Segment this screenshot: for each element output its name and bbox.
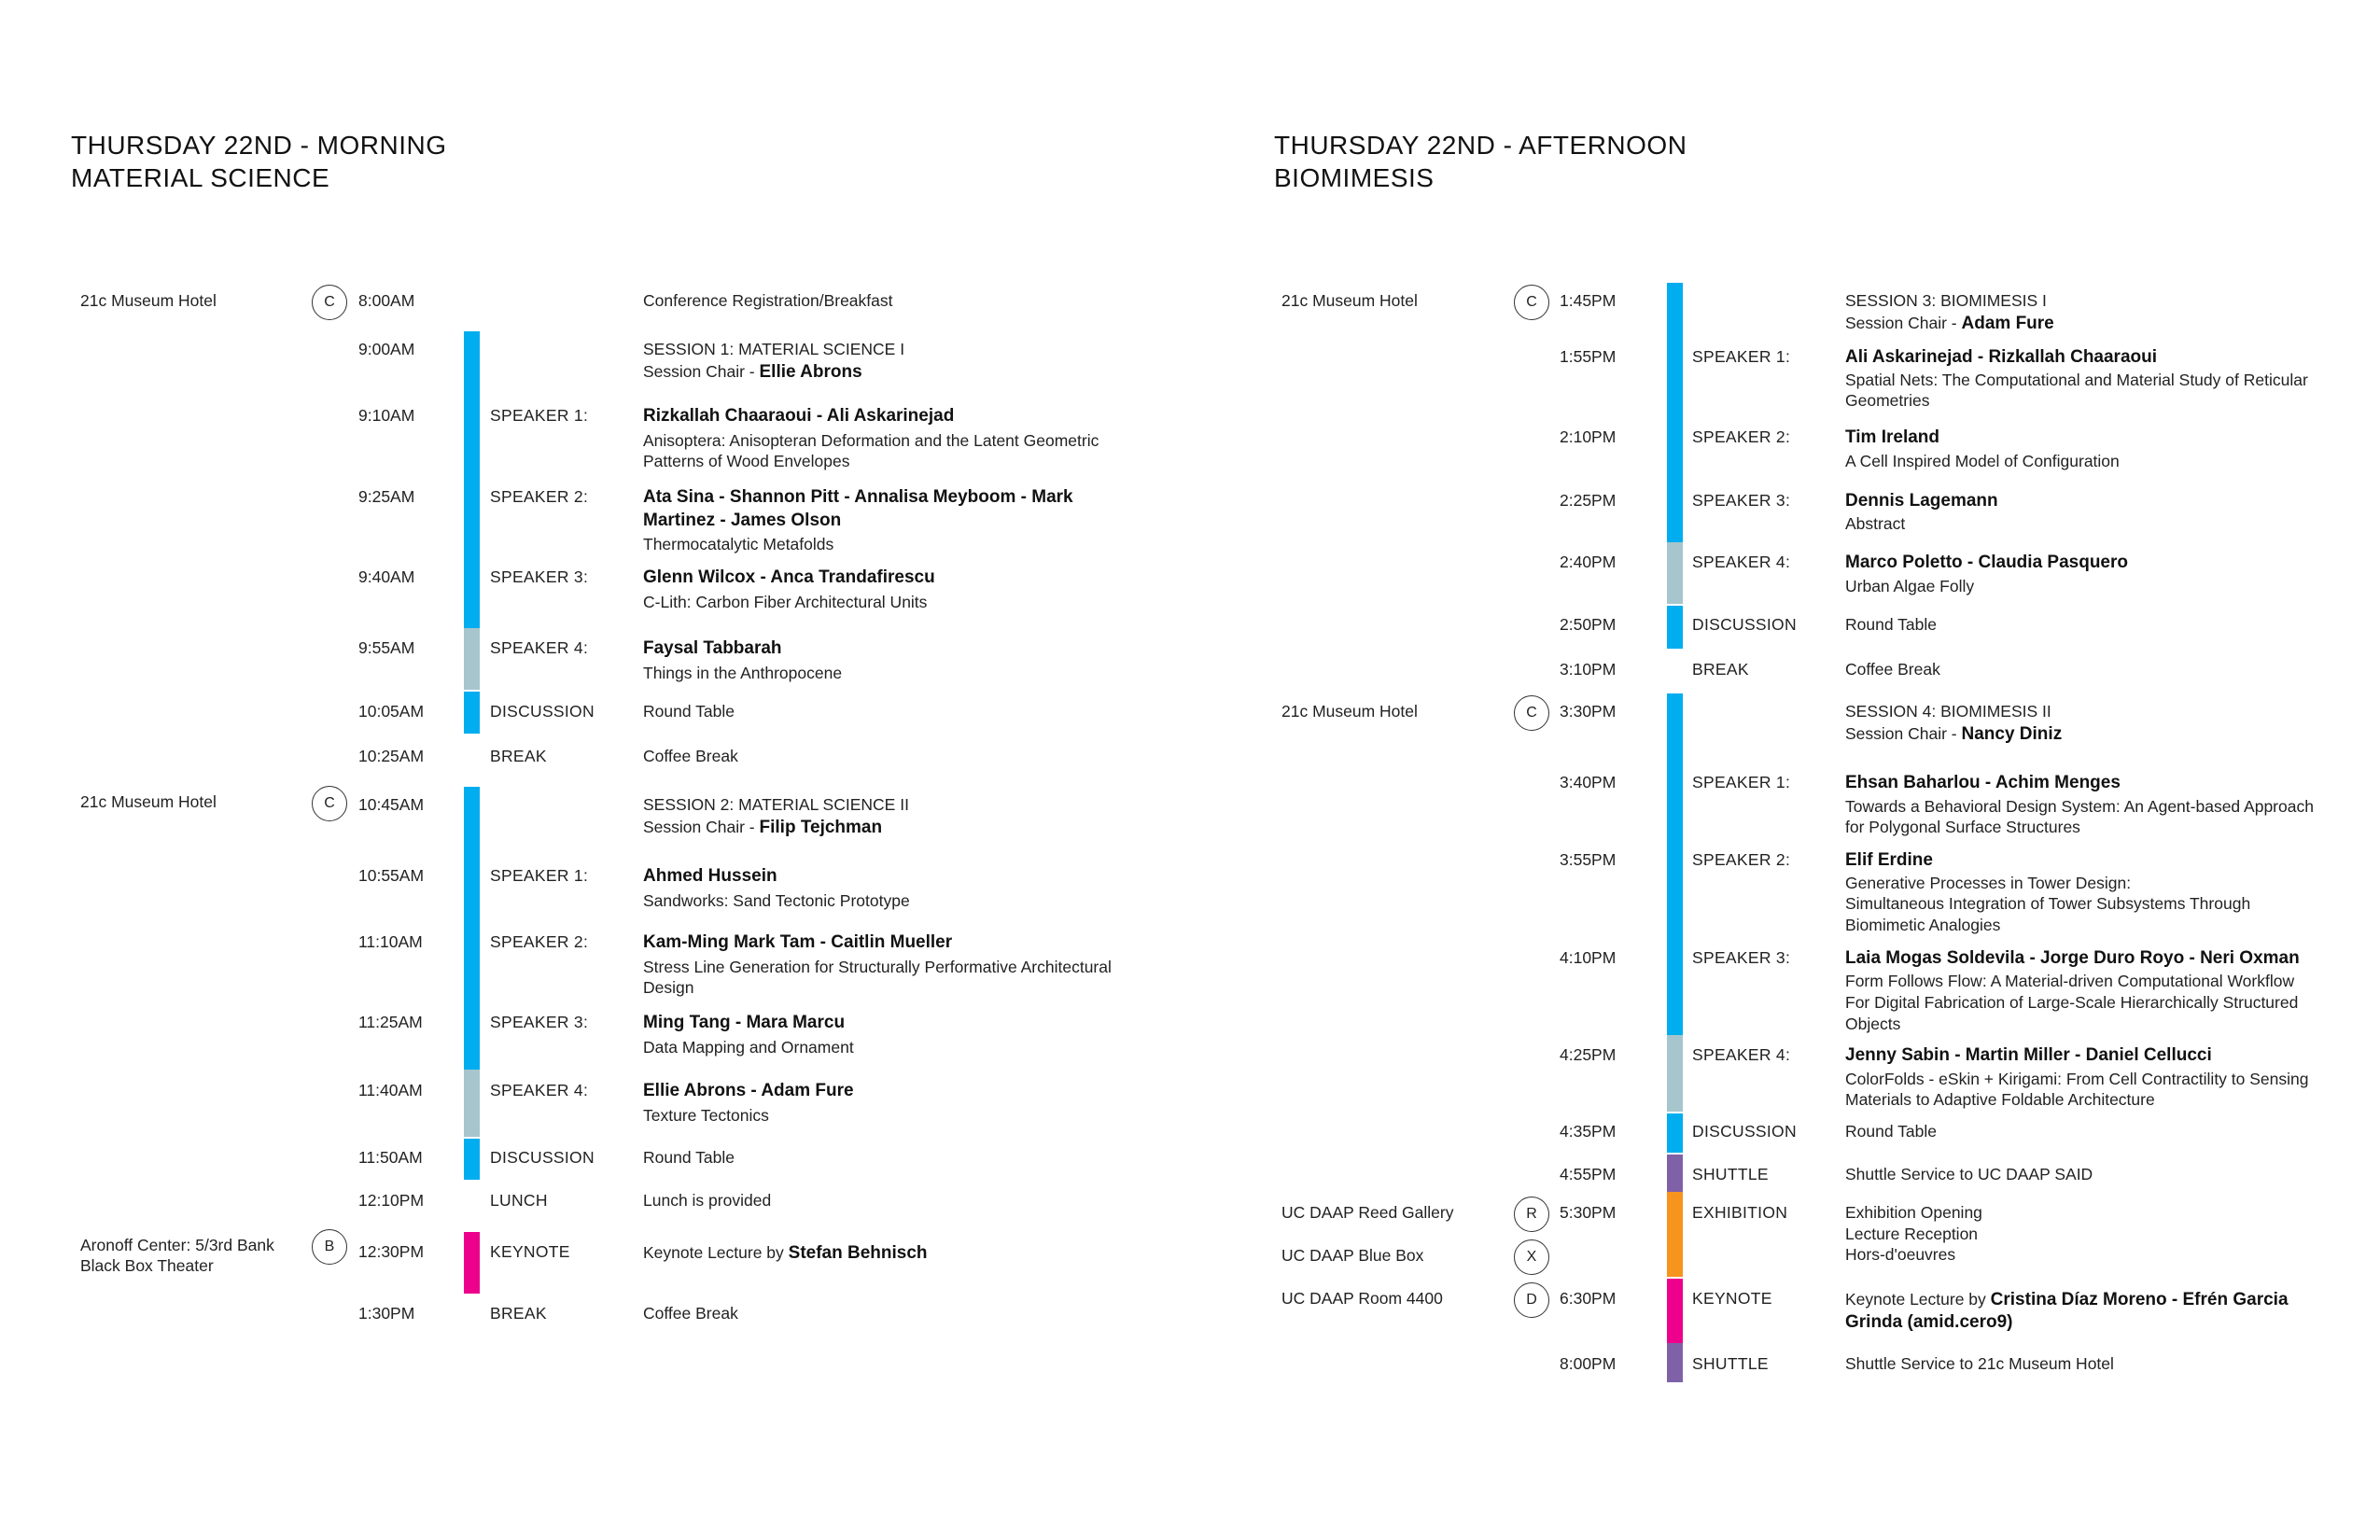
category-label: LUNCH (490, 1191, 548, 1210)
talk-title: Design (643, 978, 694, 997)
time-label: 9:25AM (358, 487, 415, 506)
session-chair-label: Session Chair - (1845, 724, 1962, 743)
venue-label: 21c Museum Hotel (80, 792, 217, 811)
keynote-bar (1667, 1279, 1683, 1343)
category-label: DISCUSSION (490, 1148, 595, 1167)
session-chair-name: Filip Tejchman (759, 818, 883, 837)
session-chair-name: Adam Fure (1961, 314, 2054, 333)
speaker-names: Faysal Tabbarah (643, 638, 782, 658)
time-label: 1:55PM (1560, 347, 1617, 366)
category-label: SPEAKER 2: (1692, 427, 1791, 446)
shuttle-bar (1667, 1343, 1683, 1382)
speaker-names: Ehsan Baharlou - Achim Menges (1845, 773, 2121, 792)
location-badge: C (1514, 695, 1549, 731)
talk-title: Texture Tectonics (643, 1106, 769, 1125)
time-label: 3:30PM (1560, 702, 1617, 721)
event-description: Coffee Break (643, 1304, 738, 1323)
time-label: 12:30PM (358, 1242, 425, 1261)
speaker-names: Rizkallah Chaaraoui - Ali Askarinejad (643, 406, 955, 426)
category-label: BREAK (490, 747, 547, 765)
keynote-speaker: Grinda (amid.cero9) (1845, 1312, 2013, 1332)
location-badge: C (312, 285, 347, 320)
category-label: SPEAKER 1: (490, 406, 589, 425)
time-label: 5:30PM (1560, 1203, 1617, 1222)
category-label: SPEAKER 3: (490, 567, 589, 586)
time-label: 2:40PM (1560, 553, 1617, 571)
talk-title: for Polygonal Surface Structures (1845, 818, 2080, 836)
event-description: Lecture Reception (1845, 1225, 1979, 1243)
speaker-names: Ellie Abrons - Adam Fure (643, 1081, 854, 1100)
session-chair-name: Ellie Abrons (759, 362, 862, 382)
speaker-names: Ahmed Hussein (643, 866, 777, 886)
category-label: SPEAKER 4: (490, 638, 589, 657)
time-label: 8:00PM (1560, 1354, 1617, 1373)
discussion-bar (464, 1139, 480, 1180)
category-label: SHUTTLE (1692, 1354, 1769, 1373)
speaker-names: Dennis Lagemann (1845, 491, 1998, 511)
category-label: BREAK (490, 1304, 547, 1323)
heading-topic-biomimesis: BIOMIMESIS (1274, 163, 1435, 192)
event-description: Round Table (1845, 1122, 1937, 1141)
talk-title: Anisoptera: Anisopteran Deformation and the Latent Geometric (643, 431, 1099, 450)
event-description: Round Table (643, 702, 735, 721)
session-chair-label: Session Chair - (643, 362, 760, 381)
talk-title: C-Lith: Carbon Fiber Architectural Units (643, 593, 928, 611)
talk-title: Things in the Anthropocene (643, 664, 843, 682)
keynote-label: Keynote Lecture by (1845, 1290, 1991, 1309)
session-bar (464, 787, 480, 1070)
heading-morning (71, 129, 447, 194)
time-label: 12:10PM (358, 1191, 425, 1210)
discussion-bar (464, 692, 480, 734)
time-label: 8:00AM (358, 291, 415, 310)
talk-title: Data Mapping and Ornament (643, 1038, 854, 1057)
venue-label: Black Box Theater (80, 1256, 214, 1275)
discussion-bar (1667, 1113, 1683, 1153)
speaker4-bar (1667, 542, 1683, 604)
time-label: 2:50PM (1560, 615, 1617, 634)
category-label: SPEAKER 3: (1692, 491, 1791, 510)
speaker-names: Marco Poletto - Claudia Pasquero (1845, 553, 2128, 572)
talk-title: Thermocatalytic Metafolds (643, 535, 834, 553)
exhibition-bar (1667, 1192, 1683, 1277)
location-badge: C (312, 786, 347, 821)
category-label: SPEAKER 4: (1692, 553, 1791, 571)
time-label: 11:40AM (358, 1081, 423, 1099)
talk-title: For Digital Fabrication of Large-Scale Hierarchically Structured (1845, 993, 2299, 1012)
speaker-names: Ali Askarinejad - Rizkallah Chaaraoui (1845, 347, 2158, 367)
speaker4-bar (464, 1070, 480, 1137)
heading-day-afternoon: THURSDAY 22ND - AFTERNOON (1274, 131, 1687, 160)
category-label: SPEAKER 4: (490, 1081, 589, 1099)
talk-title: Objects (1845, 1015, 1901, 1033)
category-label: BREAK (1692, 660, 1749, 679)
keynote-speaker: Stefan Behnisch (788, 1243, 928, 1263)
talk-title: Abstract (1845, 514, 1906, 533)
session-chair-name: Nancy Diniz (1961, 724, 2063, 744)
speaker-names: Laia Mogas Soldevila - Jorge Duro Royo - Neri Oxman (1845, 948, 2300, 968)
event-description: Round Table (643, 1148, 735, 1167)
keynote-bar (464, 1232, 480, 1294)
session-bar (1667, 283, 1683, 542)
speaker4-bar (464, 628, 480, 690)
category-label: SPEAKER 3: (490, 1013, 589, 1031)
time-label: 11:50AM (358, 1148, 423, 1167)
talk-title: Generative Processes in Tower Design: (1845, 874, 2132, 892)
venue-label: Aronoff Center: 5/3rd Bank (80, 1236, 274, 1254)
time-label: 9:40AM (358, 567, 415, 586)
category-label: DISCUSSION (490, 702, 595, 721)
event-description: Hors-d'oeuvres (1845, 1245, 1956, 1264)
speaker-names: Jenny Sabin - Martin Miller - Daniel Cellucci (1845, 1045, 2212, 1065)
venue-label: UC DAAP Reed Gallery (1281, 1203, 1454, 1222)
speaker-names: Tim Ireland (1845, 427, 1940, 447)
location-badge: X (1514, 1239, 1549, 1275)
category-label: SHUTTLE (1692, 1165, 1769, 1183)
talk-title: Patterns of Wood Envelopes (643, 452, 850, 470)
session-bar (464, 331, 480, 628)
session-chair (1845, 723, 2062, 745)
discussion-bar (1667, 606, 1683, 649)
category-label: DISCUSSION (1692, 615, 1797, 634)
heading-day-morning: THURSDAY 22ND - MORNING (71, 131, 447, 160)
category-label: SPEAKER 1: (1692, 773, 1791, 791)
time-label: 9:00AM (358, 340, 415, 358)
talk-title: Simultaneous Integration of Tower Subsystems Through (1845, 894, 2251, 913)
session-chair (643, 361, 862, 383)
shuttle-bar (1667, 1155, 1683, 1192)
time-label: 3:55PM (1560, 850, 1617, 869)
category-label: DISCUSSION (1692, 1122, 1797, 1141)
time-label: 2:10PM (1560, 427, 1617, 446)
talk-title: Towards a Behavioral Design System: An Agent-based Approach (1845, 797, 2314, 816)
session-chair (643, 817, 882, 838)
time-label: 3:10PM (1560, 660, 1617, 679)
heading-afternoon (1274, 129, 1687, 194)
category-label: EXHIBITION (1692, 1203, 1788, 1222)
event-description: Shuttle Service to UC DAAP SAID (1845, 1165, 2093, 1183)
talk-title: Form Follows Flow: A Material-driven Computational Workflow (1845, 972, 2295, 990)
location-badge: C (1514, 285, 1549, 320)
keynote-speaker: Cristina Díaz Moreno - Efrén Garcia (1990, 1290, 2289, 1309)
venue-label: 21c Museum Hotel (80, 291, 217, 310)
event-description: Exhibition Opening (1845, 1203, 1982, 1222)
session-chair-label: Session Chair - (643, 818, 760, 836)
keynote-label: Keynote Lecture by (643, 1243, 789, 1262)
location-badge: R (1514, 1197, 1549, 1232)
talk-title: Stress Line Generation for Structurally Performative Architectural (643, 958, 1112, 976)
speaker-names: Martinez - James Olson (643, 511, 842, 530)
time-label: 10:05AM (358, 702, 425, 721)
speaker-names: Kam-Ming Mark Tam - Caitlin Mueller (643, 932, 953, 952)
time-label: 4:25PM (1560, 1045, 1617, 1064)
talk-title: Urban Algae Folly (1845, 577, 1975, 595)
venue-label: 21c Museum Hotel (1281, 291, 1418, 310)
talk-title: Spatial Nets: The Computational and Material Study of Reticular (1845, 371, 2308, 389)
time-label: 1:45PM (1560, 291, 1617, 310)
talk-title: Geometries (1845, 391, 1930, 410)
keynote-description (1845, 1289, 2289, 1310)
time-label: 2:25PM (1560, 491, 1617, 510)
time-label: 1:30PM (358, 1304, 415, 1323)
time-label: 9:55AM (358, 638, 415, 657)
time-label: 4:10PM (1560, 948, 1617, 967)
event-description: Conference Registration/Breakfast (643, 291, 893, 310)
session-title: SESSION 1: MATERIAL SCIENCE I (643, 340, 905, 358)
session-title: SESSION 2: MATERIAL SCIENCE II (643, 795, 909, 814)
heading-topic-material-science: MATERIAL SCIENCE (71, 163, 330, 192)
category-label: SPEAKER 1: (490, 866, 589, 885)
speaker-names: Glenn Wilcox - Anca Trandafirescu (643, 567, 935, 587)
category-label: SPEAKER 4: (1692, 1045, 1791, 1064)
speaker4-bar (1667, 1035, 1683, 1112)
category-label: SPEAKER 2: (490, 487, 589, 506)
venue-label: UC DAAP Room 4400 (1281, 1289, 1443, 1308)
session-title: SESSION 3: BIOMIMESIS I (1845, 291, 2047, 310)
speaker-names: Ming Tang - Mara Marcu (643, 1013, 846, 1032)
category-label: SPEAKER 2: (490, 932, 589, 951)
time-label: 3:40PM (1560, 773, 1617, 791)
venue-label: UC DAAP Blue Box (1281, 1246, 1424, 1265)
talk-title: Sandworks: Sand Tectonic Prototype (643, 891, 910, 910)
session-chair (1845, 313, 2054, 334)
time-label: 6:30PM (1560, 1289, 1617, 1308)
session-chair-label: Session Chair - (1845, 314, 1962, 332)
category-label: SPEAKER 1: (1692, 347, 1791, 366)
session-bar (1667, 693, 1683, 1035)
speaker-names: Ata Sina - Shannon Pitt - Annalisa Meyboom - Mark (643, 487, 1073, 507)
talk-title: ColorFolds - eSkin + Kirigami: From Cell Contractility to Sensing (1845, 1070, 2309, 1088)
time-label: 11:10AM (358, 932, 423, 951)
keynote-description (643, 1242, 928, 1264)
time-label: 9:10AM (358, 406, 415, 425)
time-label: 10:25AM (358, 747, 425, 765)
session-title: SESSION 4: BIOMIMESIS II (1845, 702, 2051, 721)
time-label: 10:45AM (358, 795, 425, 814)
category-label: SPEAKER 3: (1692, 948, 1791, 967)
category-label: KEYNOTE (490, 1242, 570, 1261)
speaker-names: Elif Erdine (1845, 850, 1933, 870)
location-badge: D (1514, 1282, 1549, 1318)
event-description: Round Table (1845, 615, 1937, 634)
talk-title: Biomimetic Analogies (1845, 916, 2001, 934)
event-description: Coffee Break (643, 747, 738, 765)
time-label: 11:25AM (358, 1013, 423, 1031)
talk-title: Materials to Adaptive Foldable Architecture (1845, 1090, 2155, 1109)
talk-title: A Cell Inspired Model of Configuration (1845, 452, 2120, 470)
event-description: Shuttle Service to 21c Museum Hotel (1845, 1354, 2114, 1373)
category-label: SPEAKER 2: (1692, 850, 1791, 869)
location-badge: B (312, 1229, 347, 1265)
time-label: 10:55AM (358, 866, 425, 885)
category-label: KEYNOTE (1692, 1289, 1772, 1308)
venue-label: 21c Museum Hotel (1281, 702, 1418, 721)
time-label: 4:55PM (1560, 1165, 1617, 1183)
time-label: 4:35PM (1560, 1122, 1617, 1141)
event-description: Lunch is provided (643, 1191, 772, 1210)
event-description: Coffee Break (1845, 660, 1940, 679)
